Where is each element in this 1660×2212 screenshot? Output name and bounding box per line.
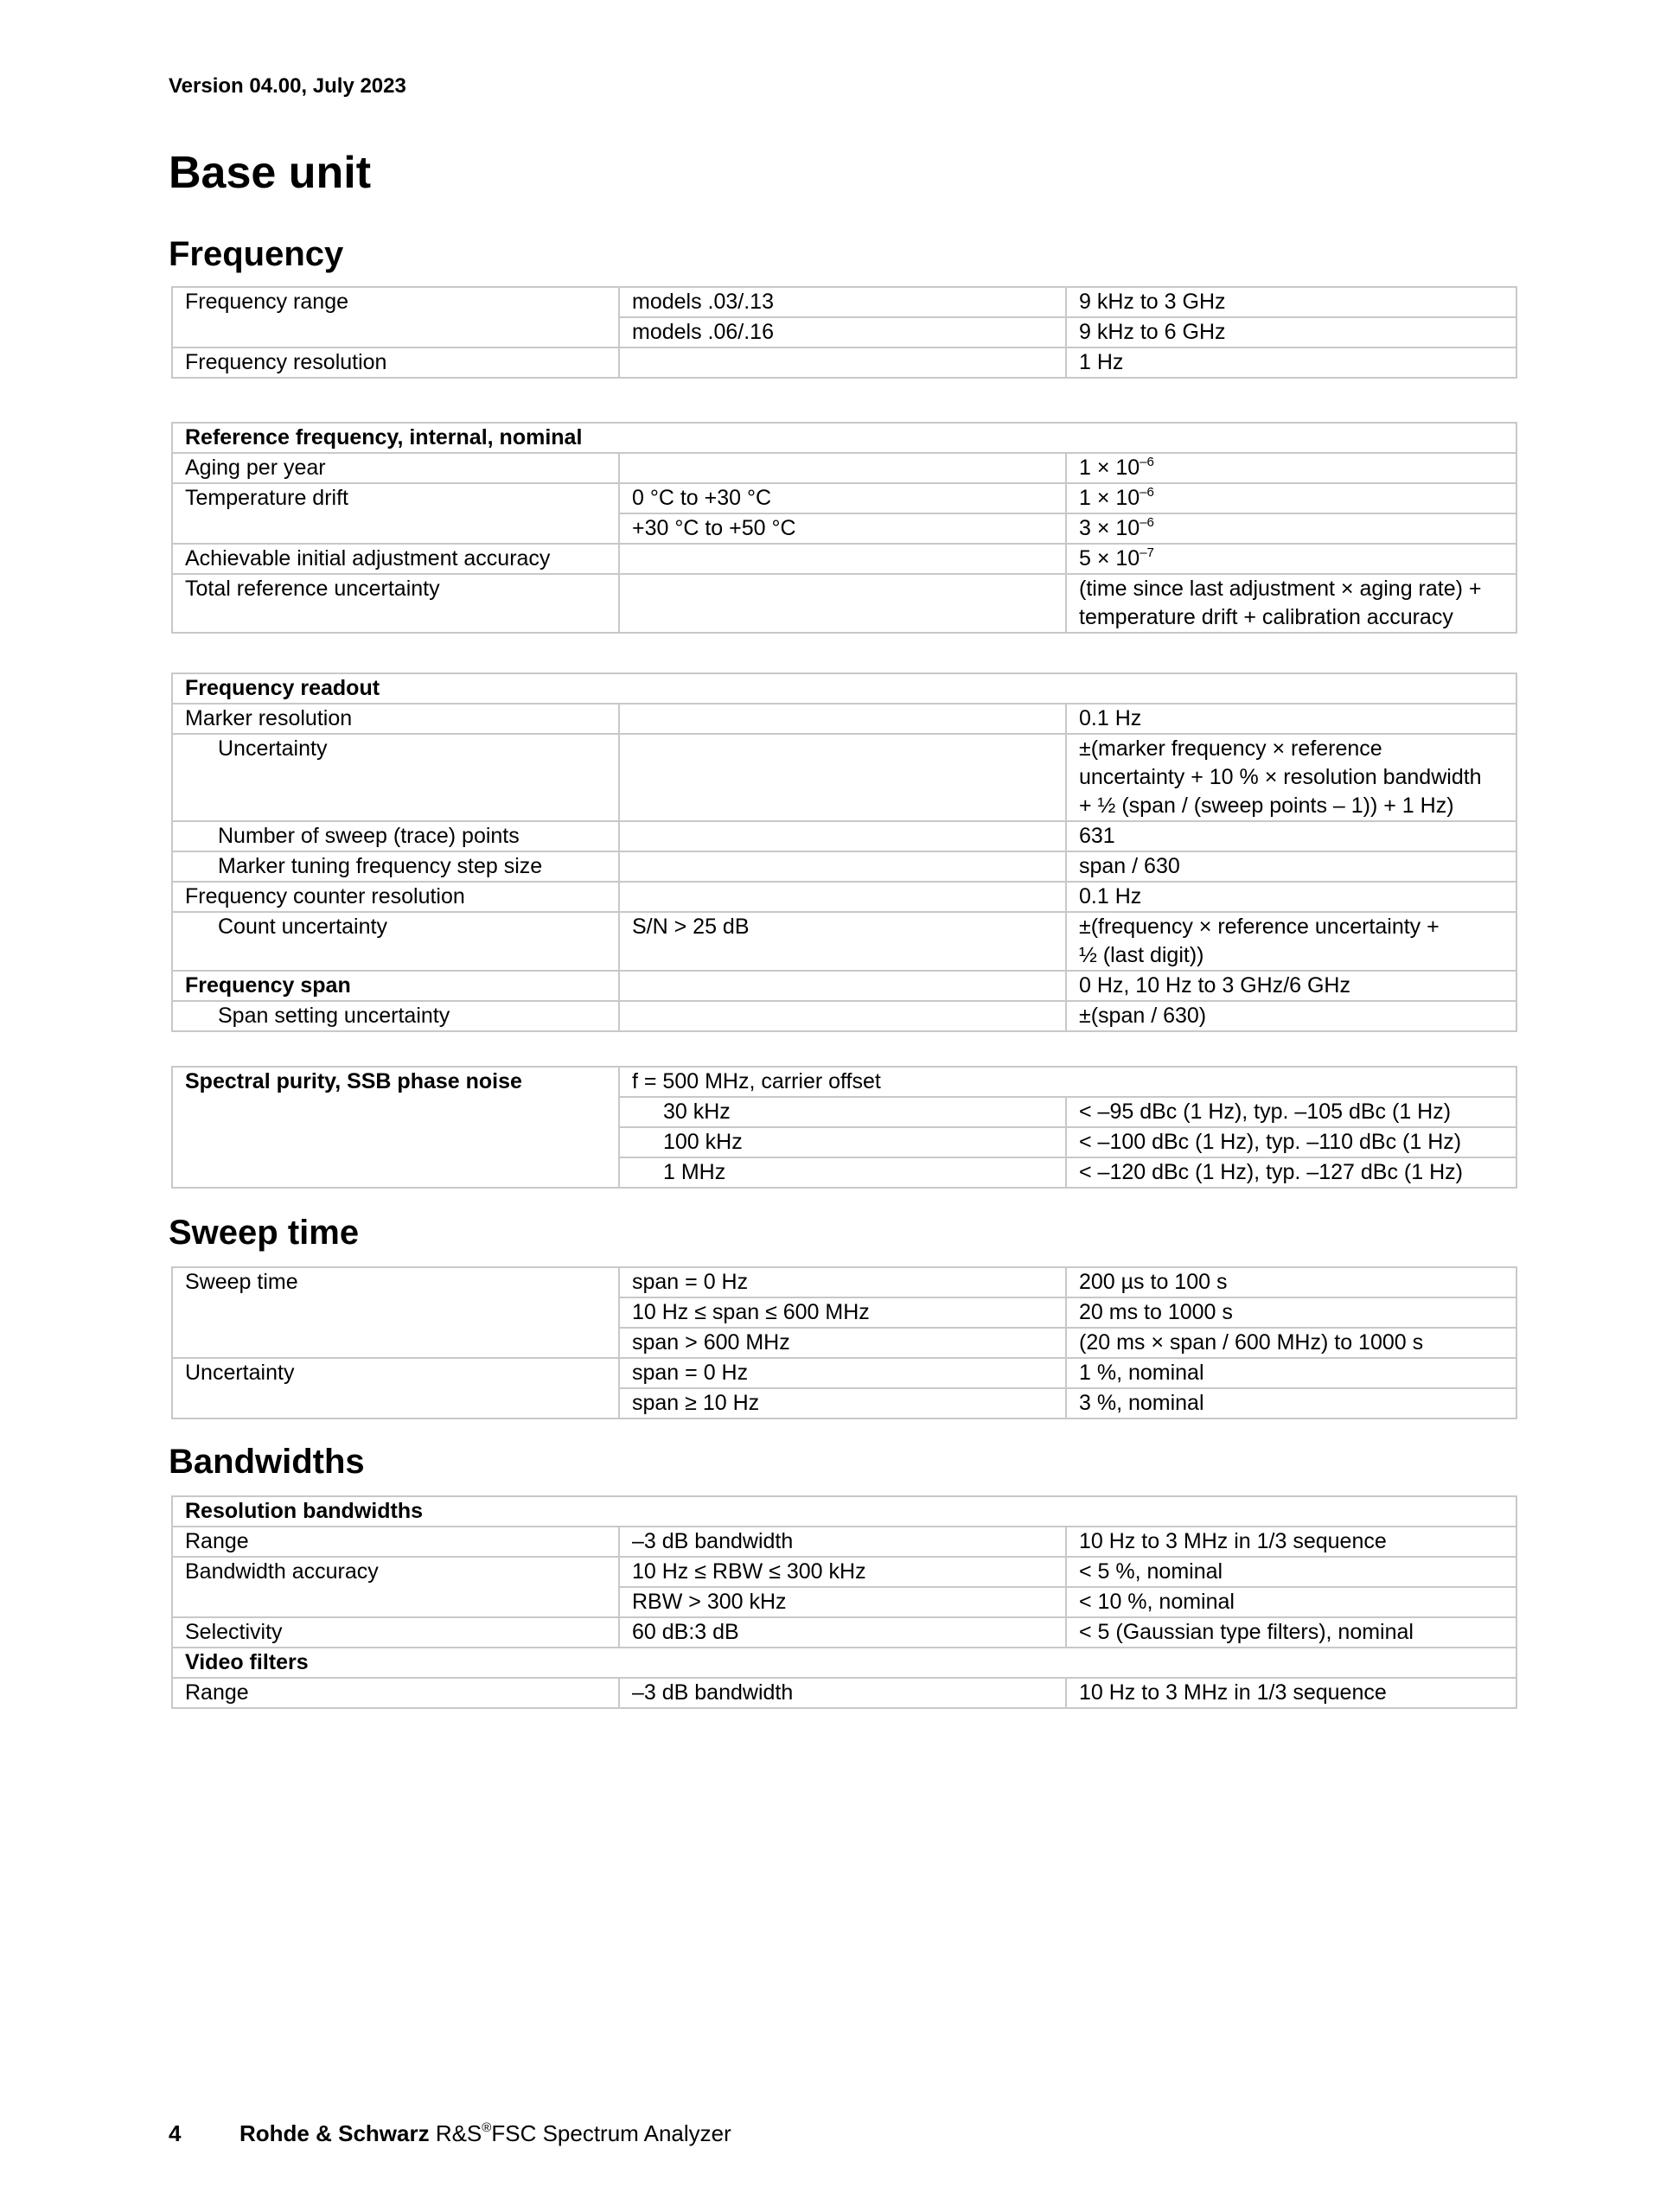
table-cell: Marker resolution xyxy=(172,704,619,734)
table-row xyxy=(172,513,1516,544)
table-cell: 1 MHz xyxy=(619,1157,1066,1188)
table-cell: < 5 (Gaussian type filters), nominal xyxy=(1066,1617,1516,1648)
table-cell: models .03/.13 xyxy=(619,287,1066,317)
table-cell: S/N > 25 dB xyxy=(619,912,1066,971)
table-cell: < –100 dBc (1 Hz), typ. –110 dBc (1 Hz) xyxy=(1066,1127,1516,1157)
table-cell: Spectral purity, SSB phase noise xyxy=(172,1067,619,1188)
table-cell: Temperature drift xyxy=(172,483,619,513)
table-cell: Bandwidth accuracy xyxy=(172,1557,619,1587)
table-cell: f = 500 MHz, carrier offset xyxy=(619,1067,1516,1097)
table-row xyxy=(172,1587,1516,1617)
table-row xyxy=(172,1557,1516,1587)
section-heading-sweep-time: Sweep time xyxy=(169,1214,360,1252)
table-cell: Frequency span xyxy=(172,971,619,1001)
page-title: Base unit xyxy=(169,148,372,198)
footer-brand: Rohde & Schwarz xyxy=(239,2120,430,2146)
table-cell: Marker tuning frequency step size xyxy=(172,851,619,882)
section-heading-bandwidths: Bandwidths xyxy=(169,1443,365,1481)
table-row xyxy=(172,1358,1516,1388)
table-cell: Range xyxy=(172,1678,619,1708)
table-cell: 60 dB:3 dB xyxy=(619,1617,1066,1648)
table-cell xyxy=(619,347,1066,378)
table-cell: RBW > 300 kHz xyxy=(619,1587,1066,1617)
footer-product-prefix: R&S xyxy=(429,2120,482,2146)
page-footer xyxy=(169,2120,731,2147)
table-cell: span > 600 MHz xyxy=(619,1328,1066,1358)
table-cell: 20 ms to 1000 s xyxy=(1066,1297,1516,1328)
table-row xyxy=(172,453,1516,483)
table-cell xyxy=(619,574,1066,633)
frequency-readout-table xyxy=(171,673,1517,1032)
table-cell: span = 0 Hz xyxy=(619,1267,1066,1297)
table-cell: < –95 dBc (1 Hz), typ. –105 dBc (1 Hz) xyxy=(1066,1097,1516,1127)
table-cell: 10 Hz to 3 MHz in 1/3 sequence xyxy=(1066,1527,1516,1557)
table-row xyxy=(172,1267,1516,1297)
table-cell: < 5 %, nominal xyxy=(1066,1557,1516,1587)
table-row xyxy=(172,912,1516,971)
table-cell: 0.1 Hz xyxy=(1066,882,1516,912)
phase-noise-table xyxy=(171,1066,1517,1189)
page-number: 4 xyxy=(169,2120,182,2146)
table-cell: +30 °C to +50 °C xyxy=(619,513,1066,544)
table-cell: 1 Hz xyxy=(1066,347,1516,378)
table-row xyxy=(172,734,1516,821)
table-row xyxy=(172,1496,1516,1527)
table-cell: ±(span / 630) xyxy=(1066,1001,1516,1031)
table-cell: 30 kHz xyxy=(619,1097,1066,1127)
table-cell: span / 630 xyxy=(1066,851,1516,882)
table-row xyxy=(172,704,1516,734)
table-cell: 10 Hz ≤ RBW ≤ 300 kHz xyxy=(619,1557,1066,1587)
reference-frequency-table xyxy=(171,422,1517,634)
table-cell: $1 \times 10^{-6}$ xyxy=(1066,453,1516,483)
table-row xyxy=(172,1678,1516,1708)
table-cell: ±(frequency × reference uncertainty + ½ (last digit)) xyxy=(1066,912,1516,971)
table-cell: Frequency counter resolution xyxy=(172,882,619,912)
table-cell: 10 Hz ≤ span ≤ 600 MHz xyxy=(619,1297,1066,1328)
table-row xyxy=(172,1067,1516,1097)
table-cell xyxy=(172,317,619,347)
frequency-range-table xyxy=(171,286,1517,379)
table-cell: Frequency resolution xyxy=(172,347,619,378)
table-cell xyxy=(172,1587,619,1617)
table-row xyxy=(172,971,1516,1001)
table-row xyxy=(172,851,1516,882)
table-cell: Span setting uncertainty xyxy=(172,1001,619,1031)
bandwidths-table xyxy=(171,1495,1517,1709)
registered-mark: ® xyxy=(482,2120,492,2135)
table-cell xyxy=(619,882,1066,912)
table-cell: Count uncertainty xyxy=(172,912,619,971)
table-cell: 100 kHz xyxy=(619,1127,1066,1157)
table-cell xyxy=(619,821,1066,851)
table-row xyxy=(172,347,1516,378)
table-cell: < –120 dBc (1 Hz), typ. –127 dBc (1 Hz) xyxy=(1066,1157,1516,1188)
table-cell xyxy=(619,971,1066,1001)
table-cell: 0 °C to +30 °C xyxy=(619,483,1066,513)
table-cell: (20 ms × span / 600 MHz) to 1000 s xyxy=(1066,1328,1516,1358)
table-cell: Uncertainty xyxy=(172,1358,619,1418)
table-cell: (time since last adjustment × aging rate) + temperature drift + calibration accuracy xyxy=(1066,574,1516,633)
table-cell: 0.1 Hz xyxy=(1066,704,1516,734)
table-cell: < 10 %, nominal xyxy=(1066,1587,1516,1617)
table-row xyxy=(172,1527,1516,1557)
table-cell: span ≥ 10 Hz xyxy=(619,1388,1066,1418)
table-cell: span = 0 Hz xyxy=(619,1358,1066,1388)
table-cell: $1 \times 10^{-6}$ xyxy=(1066,483,1516,513)
table-cell: 200 µs to 100 s xyxy=(1066,1267,1516,1297)
table-cell: Selectivity xyxy=(172,1617,619,1648)
table-cell: Uncertainty xyxy=(172,734,619,821)
table-row xyxy=(172,544,1516,574)
table-cell xyxy=(619,734,1066,821)
table-cell: Sweep time xyxy=(172,1267,619,1358)
table-cell: ±(marker frequency × reference uncertainty + 10 % × resolution bandwidth + ½ (span / (sweep points – 1)) + 1 Hz) xyxy=(1066,734,1516,821)
table-cell: 1 %, nominal xyxy=(1066,1358,1516,1388)
table-cell: Aging per year xyxy=(172,453,619,483)
table-cell xyxy=(172,513,619,544)
table-cell: $5 \times 10^{-7}$ xyxy=(1066,544,1516,574)
section-heading-frequency: Frequency xyxy=(169,235,344,273)
table-row xyxy=(172,882,1516,912)
table-cell: –3 dB bandwidth xyxy=(619,1678,1066,1708)
table-cell: 631 xyxy=(1066,821,1516,851)
table-cell: $3 \times 10^{-6}$ xyxy=(1066,513,1516,544)
table-row xyxy=(172,673,1516,704)
table-cell: Achievable initial adjustment accuracy xyxy=(172,544,619,574)
table-cell xyxy=(619,1001,1066,1031)
table-row xyxy=(172,423,1516,453)
table-section-header: Resolution bandwidths xyxy=(172,1496,1516,1527)
table-cell xyxy=(619,544,1066,574)
table-cell: 9 kHz to 3 GHz xyxy=(1066,287,1516,317)
table-section-header: Reference frequency, internal, nominal xyxy=(172,423,1516,453)
table-cell: Frequency range xyxy=(172,287,619,317)
table-cell xyxy=(619,704,1066,734)
table-cell: 10 Hz to 3 MHz in 1/3 sequence xyxy=(1066,1678,1516,1708)
table-row xyxy=(172,483,1516,513)
table-row xyxy=(172,574,1516,633)
table-cell: 0 Hz, 10 Hz to 3 GHz/6 GHz xyxy=(1066,971,1516,1001)
table-row xyxy=(172,1648,1516,1678)
version-line: Version 04.00, July 2023 xyxy=(169,74,406,98)
table-row xyxy=(172,1617,1516,1648)
table-section-header: Video filters xyxy=(172,1648,1516,1678)
table-cell: –3 dB bandwidth xyxy=(619,1527,1066,1557)
table-cell: 3 %, nominal xyxy=(1066,1388,1516,1418)
table-cell: Number of sweep (trace) points xyxy=(172,821,619,851)
sweep-time-table xyxy=(171,1266,1517,1419)
table-row xyxy=(172,287,1516,317)
table-cell: 9 kHz to 6 GHz xyxy=(1066,317,1516,347)
table-cell: Total reference uncertainty xyxy=(172,574,619,633)
table-row xyxy=(172,1001,1516,1031)
table-cell xyxy=(619,851,1066,882)
table-row xyxy=(172,317,1516,347)
table-cell: Range xyxy=(172,1527,619,1557)
table-section-header: Frequency readout xyxy=(172,673,1516,704)
footer-product-name: FSC Spectrum Analyzer xyxy=(491,2120,731,2146)
table-cell xyxy=(619,453,1066,483)
table-cell: models .06/.16 xyxy=(619,317,1066,347)
table-row xyxy=(172,821,1516,851)
